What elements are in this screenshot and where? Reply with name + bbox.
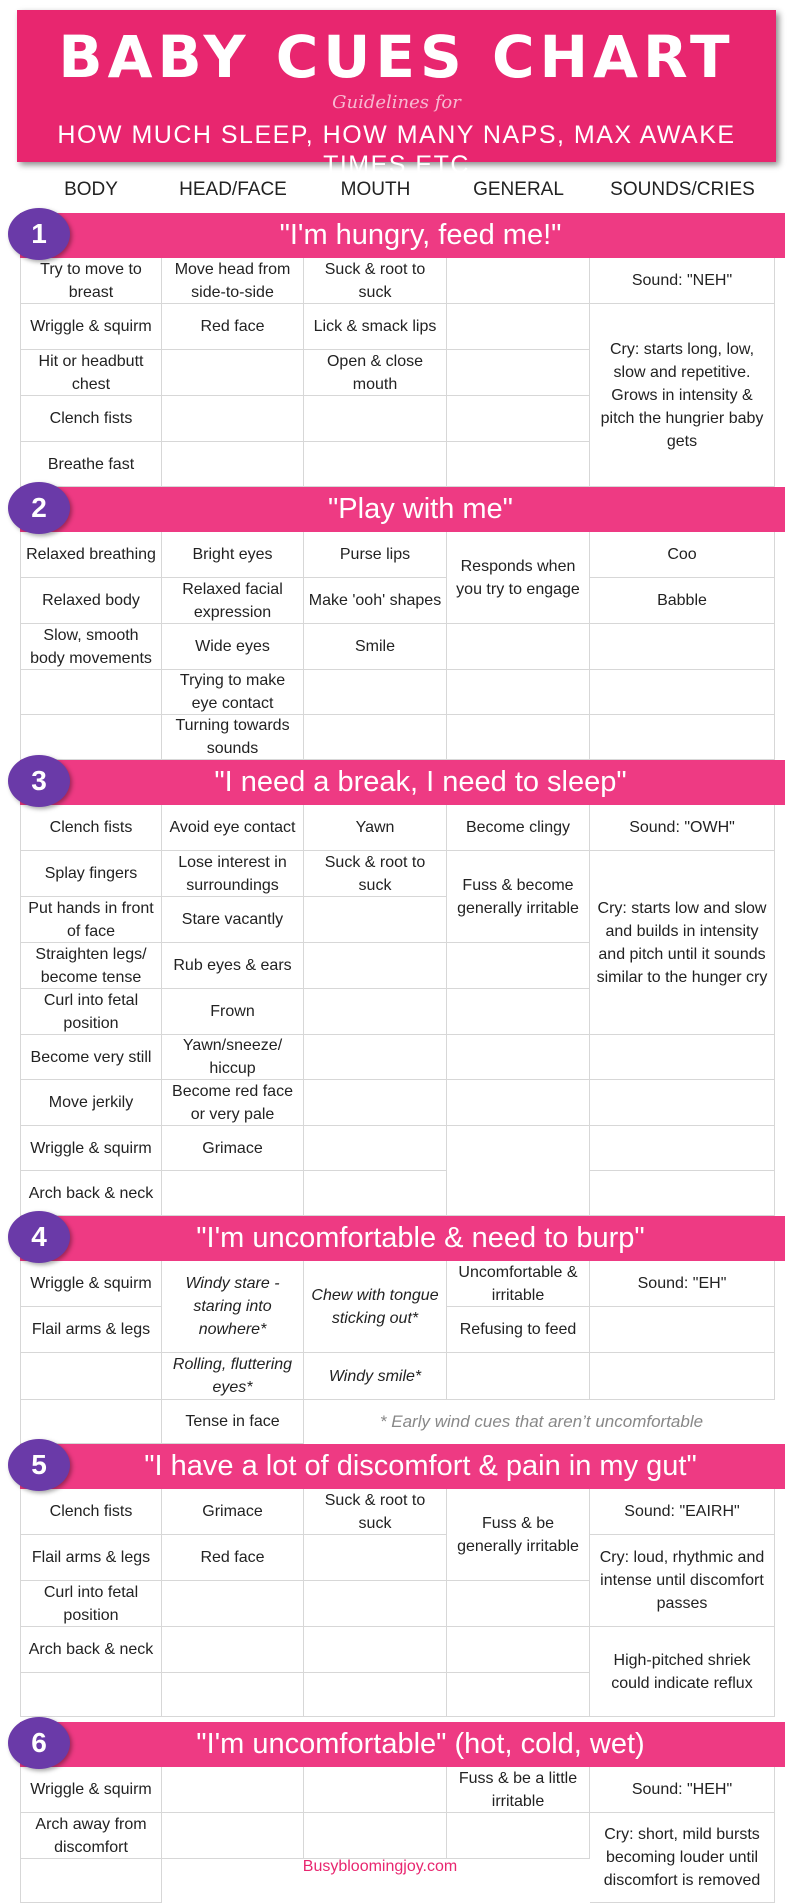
section-1-title: "I'm hungry, feed me!": [279, 219, 562, 251]
section-6-number-badge: 6: [8, 1717, 70, 1769]
cell: [304, 943, 447, 989]
cell: [304, 1813, 447, 1859]
section-1-banner: [20, 213, 785, 258]
cell: Cry: starts low and slow and builds in intensity and pitch until it sounds similar to the hunger cry: [590, 851, 775, 1035]
cell: Stare vacantly: [162, 897, 304, 943]
chart-header: [17, 10, 776, 179]
cell: Curl into fetal position: [20, 989, 162, 1035]
cell: [590, 1171, 775, 1216]
cell: [447, 715, 590, 760]
cell: Frown: [162, 989, 304, 1035]
cell: Flail arms & legs: [20, 1535, 162, 1581]
cell: [447, 1627, 590, 1673]
cell: [447, 442, 590, 487]
section-5-title: "I have a lot of discomfort & pain in my gut": [144, 1450, 697, 1482]
cell: Relaxed facial expression: [162, 578, 304, 624]
cell: Clench fists: [20, 805, 162, 851]
cell: Breathe fast: [20, 442, 162, 487]
section-3-number-badge: 3: [8, 755, 70, 807]
cell: Wriggle & squirm: [20, 1261, 162, 1307]
cell: [20, 1353, 162, 1400]
cell: Bright eyes: [162, 532, 304, 578]
cell: [304, 1627, 447, 1673]
section-1-number-badge: 1: [8, 208, 70, 260]
cell: [447, 350, 590, 396]
cell: [304, 1035, 447, 1080]
cell: Sound: "EAIRH": [590, 1489, 775, 1535]
section-6-banner: [20, 1722, 785, 1767]
cell: Flail arms & legs: [20, 1307, 162, 1353]
cell: [590, 1080, 775, 1126]
cell: [162, 1673, 304, 1717]
column-headers: [20, 168, 775, 212]
cell: [590, 670, 775, 715]
cell: [590, 1126, 775, 1171]
cell: [447, 624, 590, 670]
cell: Sound: "OWH": [590, 805, 775, 851]
cell: [20, 715, 162, 760]
cell: [447, 304, 590, 350]
section-2-title: "Play with me": [328, 493, 513, 525]
cell: Coo: [590, 532, 775, 578]
cell: [447, 1035, 590, 1080]
cell: Lick & smack lips: [304, 304, 447, 350]
cell: [162, 1581, 304, 1627]
chart-script-line: Guidelines for: [332, 92, 461, 113]
cell: [304, 1171, 447, 1216]
cell: Grimace: [162, 1489, 304, 1535]
cell: [304, 989, 447, 1035]
cell: Refusing to feed: [447, 1307, 590, 1353]
cell: [447, 1353, 590, 1400]
cell: Relaxed body: [20, 578, 162, 624]
cell: Purse lips: [304, 532, 447, 578]
cell: [447, 670, 590, 715]
section-5-banner: [20, 1444, 785, 1489]
cell: [304, 396, 447, 442]
cell: [162, 1171, 304, 1216]
cell: Put hands in front of face: [20, 897, 162, 943]
cell: [162, 350, 304, 396]
cell: Slow, smooth body movements: [20, 624, 162, 670]
cell: [304, 670, 447, 715]
cell: [590, 715, 775, 760]
cell: Hit or headbutt chest: [20, 350, 162, 396]
footer-site-link[interactable]: Busybloomingjoy.com: [302, 1858, 458, 1875]
cell: [590, 624, 775, 670]
cell: Fuss & be generally irritable: [447, 1489, 590, 1581]
cell: Red face: [162, 304, 304, 350]
section-2-number-badge: 2: [8, 482, 70, 534]
cell: [20, 1859, 162, 1903]
cell: [447, 1126, 590, 1216]
section-3-title: "I need a break, I need to sleep": [214, 766, 627, 798]
cell: Smile: [304, 624, 447, 670]
cell: Rolling, fluttering eyes*: [162, 1353, 304, 1400]
cell: Windy smile*: [304, 1353, 447, 1400]
cell: [162, 1813, 304, 1859]
cell: Windy stare - staring into nowhere*: [162, 1261, 304, 1353]
cell: Responds when you try to engage: [447, 532, 590, 624]
cell: Wide eyes: [162, 624, 304, 670]
chart-subtitle: HOW MUCH SLEEP, HOW MANY NAPS, MAX AWAKE TIMES ETC: [57, 121, 736, 179]
cell: Try to move to breast: [20, 258, 162, 304]
cell: Wriggle & squirm: [20, 1767, 162, 1813]
cell: Rub eyes & ears: [162, 943, 304, 989]
cell: [590, 1353, 775, 1400]
cell: Curl into fetal position: [20, 1581, 162, 1627]
cell: [447, 258, 590, 304]
cell: [304, 1126, 447, 1171]
cell: [304, 442, 447, 487]
cell: Red face: [162, 1535, 304, 1581]
cell: Become clingy: [447, 805, 590, 851]
wind-cues-footnote: * Early wind cues that aren’t uncomfortable: [309, 1403, 774, 1441]
cell: Sound: "HEH": [590, 1767, 775, 1813]
cell: Fuss & be a little irritable: [447, 1767, 590, 1813]
cell: Arch away from discomfort: [20, 1813, 162, 1859]
cell: Babble: [590, 578, 775, 624]
cell: Suck & root to suck: [304, 258, 447, 304]
cell: Cry: starts long, low, slow and repetitive. Grows in intensity & pitch the hungrier baby gets: [590, 304, 775, 487]
cell: [590, 1035, 775, 1080]
cell: Sound: "EH": [590, 1261, 775, 1307]
cell: Cry: loud, rhythmic and intense until discomfort passes: [590, 1535, 775, 1627]
cell: [162, 1627, 304, 1673]
cell: Uncomfortable & irritable: [447, 1261, 590, 1307]
cell: Wriggle & squirm: [20, 304, 162, 350]
cell: Suck & root to suck: [304, 851, 447, 897]
cell: [304, 897, 447, 943]
column-header-body: BODY: [64, 179, 118, 200]
cell: Relaxed breathing: [20, 532, 162, 578]
cell: [20, 1400, 162, 1444]
cell: [447, 1673, 590, 1717]
column-header-mouth: MOUTH: [340, 179, 411, 200]
cell: Yawn/sneeze/ hiccup: [162, 1035, 304, 1080]
cell: [447, 1080, 590, 1126]
cell: Open & close mouth: [304, 350, 447, 396]
cell: Fuss & become generally irritable: [447, 851, 590, 943]
chart-title: BABY CUES CHART: [58, 23, 735, 91]
cell: [304, 1535, 447, 1581]
cell: Yawn: [304, 805, 447, 851]
cell: High-pitched shriek could indicate reflux: [590, 1627, 775, 1717]
cell: [304, 1080, 447, 1126]
cell: Clench fists: [20, 1489, 162, 1535]
cell: [162, 396, 304, 442]
cell: Trying to make eye contact: [162, 670, 304, 715]
cell: Make 'ooh' shapes: [304, 578, 447, 624]
cell: [447, 1581, 590, 1627]
cell: Arch back & neck: [20, 1627, 162, 1673]
cell: Splay fingers: [20, 851, 162, 897]
cell: [20, 1673, 162, 1717]
cell: [20, 670, 162, 715]
cell: Tense in face: [162, 1400, 304, 1444]
section-3-banner: [20, 760, 785, 805]
section-4-number-badge: 4: [8, 1211, 70, 1263]
cell: Chew with tongue sticking out*: [304, 1261, 447, 1353]
cell: [304, 715, 447, 760]
cell: Clench fists: [20, 396, 162, 442]
column-header-head-face: HEAD/FACE: [179, 179, 287, 200]
cell: [447, 943, 590, 989]
cell: Cry: short, mild bursts becoming louder until discomfort is removed: [590, 1813, 775, 1903]
cell: [304, 1767, 447, 1813]
section-4-banner: [20, 1216, 785, 1261]
cell: [162, 1767, 304, 1813]
cell: Move jerkily: [20, 1080, 162, 1126]
section-6-title: "I'm uncomfortable" (hot, cold, wet): [196, 1728, 645, 1760]
section-2-banner: [20, 487, 785, 532]
cell: [447, 396, 590, 442]
cell: Wriggle & squirm: [20, 1126, 162, 1171]
cell: Arch back & neck: [20, 1171, 162, 1216]
cell: [590, 1307, 775, 1353]
section-5-number-badge: 5: [8, 1439, 70, 1491]
cell: Avoid eye contact: [162, 805, 304, 851]
cell: [447, 1813, 590, 1859]
section-4-title: "I'm uncomfortable & need to burp": [196, 1222, 645, 1254]
cell: Lose interest in surroundings: [162, 851, 304, 897]
cell: Become very still: [20, 1035, 162, 1080]
column-header-sounds: SOUNDS/CRIES: [610, 179, 755, 200]
cell: Become red face or very pale: [162, 1080, 304, 1126]
cell: [447, 989, 590, 1035]
cell: Move head from side-to-side: [162, 258, 304, 304]
cell: [304, 1673, 447, 1717]
cell: [162, 442, 304, 487]
cell: Suck & root to suck: [304, 1489, 447, 1535]
cell: Straighten legs/ become tense: [20, 943, 162, 989]
cell: Grimace: [162, 1126, 304, 1171]
cell: Sound: "NEH": [590, 258, 775, 304]
cell: [304, 1581, 447, 1627]
column-header-general: GENERAL: [473, 179, 564, 200]
cell: Turning towards sounds: [162, 715, 304, 760]
